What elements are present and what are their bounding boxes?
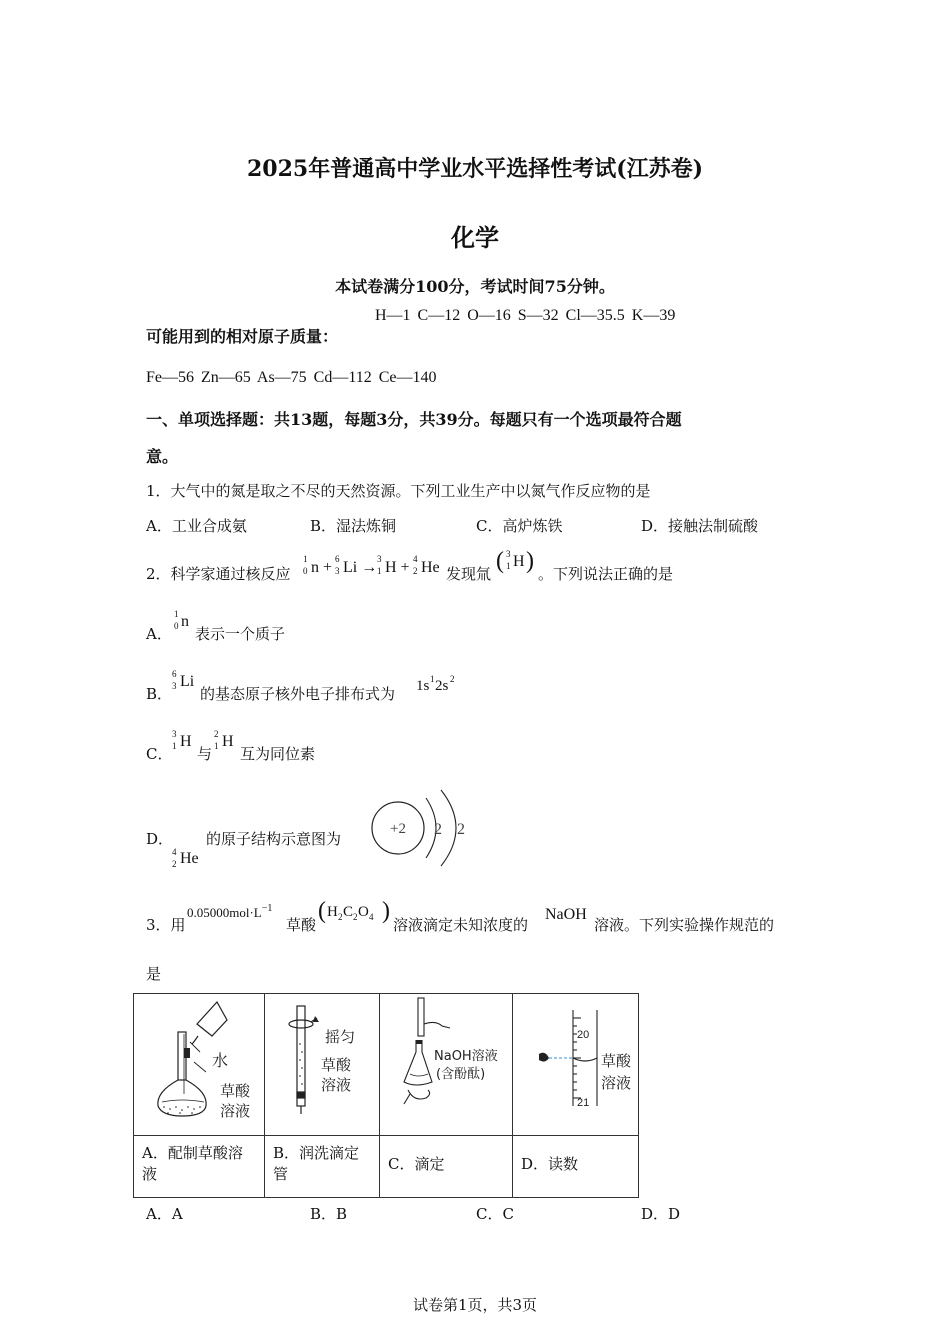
- helium-symbol: [171, 845, 205, 871]
- svg-text:(: (: [318, 898, 326, 924]
- svg-text:2: 2: [214, 729, 219, 739]
- q3-stem-suffix: 溶液。下列实验操作规范的: [594, 916, 775, 934]
- svg-text:3: 3: [377, 554, 382, 564]
- q2-option-c-text: 互为同位素: [240, 745, 316, 763]
- svg-text:n +: n +: [311, 559, 333, 576]
- svg-text:Li: Li: [180, 673, 195, 690]
- deuterium-symbol: [213, 726, 239, 754]
- label-oxalic-a1: 草酸: [220, 1082, 251, 1100]
- oxalic-acid-formula: [318, 894, 394, 928]
- figure-c-cell: [380, 994, 513, 1136]
- svg-text:H +: H +: [385, 559, 410, 576]
- nuclear-reaction-equation: [301, 550, 451, 580]
- label-water: 水: [212, 1051, 229, 1070]
- concentration-exponent: −1: [261, 903, 273, 914]
- label-oxalic-d1: 草酸: [601, 1052, 632, 1070]
- tritium-isotope-symbol: [171, 726, 197, 754]
- label-naoh: NaOH溶液: [434, 1049, 498, 1064]
- atomic-mass-line-2: Fe—56 Zn—65 As—75 Cd—112 Ce—140: [146, 369, 437, 386]
- svg-text:H: H: [327, 904, 338, 920]
- neutron-symbol: [173, 606, 195, 634]
- figure-a-cell: [134, 994, 265, 1136]
- q2-stem-middle: 发现氚: [446, 565, 492, 583]
- question-2-stem: [146, 563, 291, 584]
- svg-text:2: 2: [353, 912, 358, 922]
- svg-text:3: 3: [172, 681, 177, 691]
- svg-text:3: 3: [172, 729, 177, 739]
- svg-text:2: 2: [338, 912, 343, 922]
- svg-text:1: 1: [214, 741, 219, 751]
- svg-text:C: C: [343, 904, 354, 920]
- q2-option-c-label: C．: [146, 745, 173, 763]
- svg-text:6: 6: [172, 669, 177, 679]
- svg-text:1: 1: [174, 609, 179, 619]
- experiment-table: [133, 993, 639, 1198]
- svg-text:4: 4: [413, 554, 418, 564]
- label-shake: 摇匀: [325, 1028, 356, 1046]
- svg-text:He: He: [421, 559, 440, 576]
- q1-option-d: D．接触法制硫酸: [641, 517, 759, 535]
- atomic-mass-label: 可能用到的相对原子质量：: [146, 327, 339, 346]
- svg-text:H: H: [222, 733, 234, 750]
- label-oxalic-b1: 草酸: [321, 1056, 352, 1074]
- svg-text:1: 1: [172, 741, 177, 751]
- shell-1-electrons: 2: [434, 821, 442, 838]
- q2-option-d-label: D．: [146, 830, 174, 848]
- q3-option-c: C．C: [476, 1205, 514, 1223]
- q3-option-d: D．D: [641, 1205, 681, 1223]
- exam-notice: 本试卷满分100分，考试时间75分钟。: [335, 277, 615, 296]
- atomic-structure-diagram: [368, 786, 478, 868]
- figure-b-cell: [265, 994, 380, 1136]
- q1-option-b: B．湿法炼铜: [310, 517, 397, 535]
- svg-text:): ): [526, 548, 534, 574]
- svg-text:2: 2: [450, 674, 455, 684]
- scale-21: 21: [577, 1097, 590, 1109]
- caption-c: C．滴定: [380, 1136, 513, 1198]
- svg-text:n: n: [181, 613, 189, 630]
- exam-title: 2025年普通高中学业水平选择性考试(江苏卷): [246, 156, 704, 182]
- q1-option-c: C．高炉炼铁: [476, 517, 563, 535]
- electron-shell-2: [441, 790, 456, 866]
- subject-title: 化学: [451, 223, 499, 252]
- svg-text:2s: 2s: [435, 678, 449, 694]
- q3-option-b: B．B: [310, 1205, 348, 1223]
- svg-text:4: 4: [369, 912, 374, 922]
- svg-text:6: 6: [335, 554, 340, 564]
- svg-text:1s: 1s: [416, 678, 430, 694]
- label-oxalic-d2: 溶液: [601, 1074, 632, 1092]
- svg-text:2: 2: [413, 566, 418, 576]
- q1-option-a: A．工业合成氨: [146, 517, 247, 535]
- svg-text:0: 0: [303, 566, 308, 576]
- burette-rinse-figure: [265, 994, 380, 1136]
- q2-option-b-text: 的基态原子核外电子排布式为: [200, 685, 396, 703]
- q3-option-a: A．A: [146, 1205, 183, 1223]
- caption-b: B．润洗滴定管: [265, 1136, 380, 1198]
- burette-reading-figure: [513, 994, 639, 1136]
- titration-figure: [380, 994, 513, 1136]
- svg-text:Li →: Li →: [343, 559, 378, 576]
- shell-2-electrons: 2: [457, 821, 465, 838]
- svg-text:4: 4: [172, 847, 177, 857]
- q3-naoh: NaOH: [545, 906, 587, 923]
- page-footer: 试卷第1页，共3页: [412, 1296, 538, 1314]
- label-phenolphthalein: (含酚酞): [436, 1067, 486, 1082]
- svg-text:2: 2: [172, 859, 177, 869]
- label-oxalic-a2: 溶液: [220, 1102, 251, 1120]
- svg-text:3: 3: [506, 549, 511, 559]
- q3-stem-mid: 溶液滴定未知浓度的: [393, 916, 529, 934]
- q2-option-d-text: 的原子结构示意图为: [206, 830, 342, 848]
- section-heading-cont: 意。: [146, 447, 179, 466]
- scale-20: 20: [577, 1029, 590, 1041]
- svg-text:3: 3: [335, 566, 340, 576]
- q2-stem-prefix: 2．科学家通过核反应: [146, 565, 291, 583]
- svg-text:O: O: [358, 904, 369, 920]
- svg-text:): ): [382, 898, 390, 924]
- section-heading: 一、单项选择题：共13题，每题3分，共39分。每题只有一个选项最符合题: [146, 410, 682, 429]
- caption-d: D．读数: [513, 1136, 639, 1198]
- q3-stem-line2: 是: [146, 965, 162, 983]
- q3-stem-acid: 草酸: [286, 916, 317, 934]
- question-1-stem: 1．大气中的氮是取之不尽的天然资源。下列工业生产中以氮气作反应物的是: [146, 482, 651, 500]
- q3-concentration: [187, 905, 272, 921]
- concentration-value: 0.05000mol·L: [187, 905, 262, 920]
- svg-text:1: 1: [430, 674, 435, 684]
- svg-text:(: (: [496, 548, 504, 574]
- figure-d-cell: [513, 994, 639, 1136]
- svg-text:0: 0: [174, 621, 179, 631]
- q2-stem-suffix: 。下列说法正确的是: [538, 565, 674, 583]
- atomic-mass-line-1: H—1 C—12 O—16 S—32 Cl—35.5 K—39: [375, 307, 676, 324]
- electron-configuration: [415, 670, 461, 696]
- q2-option-a-text: 表示一个质子: [195, 625, 286, 643]
- svg-text:He: He: [180, 850, 199, 867]
- q2-option-a-label: A．: [146, 625, 172, 643]
- nucleus-charge: +2: [390, 821, 406, 837]
- svg-text:H: H: [180, 733, 192, 750]
- tritium-symbol: [496, 544, 538, 576]
- svg-text:H: H: [513, 553, 525, 570]
- svg-text:1: 1: [377, 566, 382, 576]
- q2-option-b-label: B．: [146, 685, 173, 703]
- q3-stem-prefix: 3．用: [146, 916, 186, 934]
- lithium-symbol: [171, 666, 201, 694]
- volumetric-flask-figure: [134, 994, 265, 1136]
- svg-text:1: 1: [303, 554, 308, 564]
- caption-a: A．配制草酸溶液: [134, 1136, 265, 1198]
- svg-text:1: 1: [506, 561, 511, 571]
- label-oxalic-b2: 溶液: [321, 1076, 352, 1094]
- q2-option-c-mid: 与: [197, 745, 213, 763]
